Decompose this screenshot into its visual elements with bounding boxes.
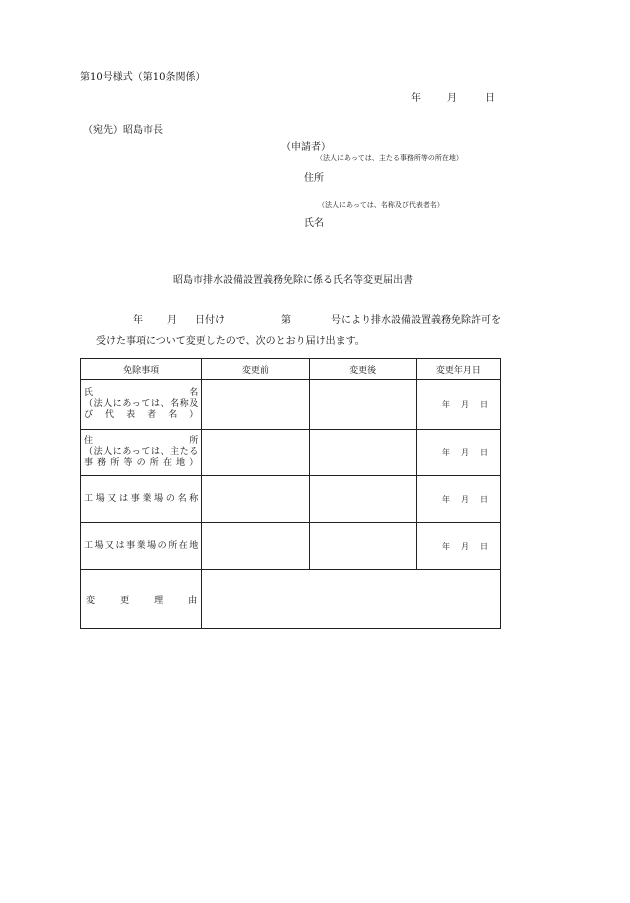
body-rest: 号により排水設備設置義務免除許可を — [331, 315, 501, 326]
ymd-day: 日 — [480, 448, 488, 457]
ymd-year: 年 — [442, 400, 450, 409]
row-facility-name-label: 工場又は事業場の名称 — [84, 493, 199, 504]
row-name-label-cell — [81, 380, 202, 430]
ymd-month: 月 — [461, 448, 469, 457]
row-reason-label-cell — [81, 570, 202, 629]
row-address-note: （法人にあっては、主たる事務所等の所在地） — [84, 447, 199, 468]
facility-location-after-cell[interactable] — [309, 523, 416, 570]
header-item: 免除事項 — [81, 359, 202, 380]
ymd-year: 年 — [442, 541, 450, 551]
form-number: 第10号様式（第10条関係） — [80, 72, 206, 83]
ymd-month: 月 — [461, 494, 469, 504]
document-title: 昭島市排水設備設置義務免除に係る氏名等変更届出書 — [173, 275, 413, 286]
applicant-address-note: （法人にあっては、主たる事務所等の所在地） — [316, 154, 463, 162]
applicant-label: （申請者） — [281, 142, 331, 153]
facility-location-before-cell[interactable] — [202, 523, 309, 570]
ymd-day: 日 — [480, 494, 488, 504]
row-reason-label: 変 更 理 由 — [86, 595, 198, 606]
address-date-cell[interactable] — [416, 430, 500, 476]
date-line — [411, 89, 495, 104]
facility-name-before-cell[interactable] — [202, 476, 309, 523]
row-facility-location-label-cell — [81, 523, 202, 570]
table-row — [81, 380, 501, 430]
ymd-year: 年 — [442, 448, 450, 457]
row-name-note: （法人にあっては、名称及び代表者名） — [84, 399, 199, 420]
row-facility-name-label-cell — [81, 476, 202, 523]
ymd-day: 日 — [480, 400, 488, 409]
facility-name-date-cell[interactable] — [416, 476, 500, 523]
ymd-month: 月 — [461, 541, 469, 551]
change-table — [80, 358, 501, 629]
body-dai: 第 — [281, 315, 291, 326]
body-line-2: 受けた事項について変更したので、次のとおり届け出ます。 — [96, 336, 365, 347]
row-address-label-cell — [81, 430, 202, 476]
row-name-label: 氏名 — [84, 388, 199, 398]
body-year: 年 — [133, 315, 143, 326]
ymd-day: 日 — [480, 541, 488, 551]
date-day: 日 — [485, 93, 495, 104]
name-date-cell[interactable] — [416, 380, 500, 430]
header-after: 変更後 — [309, 359, 416, 380]
body-month: 月 — [167, 315, 177, 326]
table-row — [81, 476, 501, 523]
facility-location-date-cell[interactable] — [416, 523, 500, 570]
row-address-label: 住所 — [84, 436, 199, 446]
date-year: 年 — [411, 93, 421, 104]
facility-name-after-cell[interactable] — [309, 476, 416, 523]
body-dated: 日付け — [195, 315, 225, 326]
name-after-cell[interactable] — [309, 380, 416, 430]
table-row — [81, 570, 501, 629]
table-header-row — [81, 359, 501, 380]
table-row — [81, 523, 501, 570]
body-line-1 — [133, 311, 501, 326]
address-after-cell[interactable] — [309, 430, 416, 476]
applicant-address-label: 住所 — [304, 173, 324, 184]
address-before-cell[interactable] — [202, 430, 309, 476]
header-before: 変更前 — [202, 359, 309, 380]
applicant-name-label: 氏名 — [304, 218, 324, 229]
addressee: （宛先）昭島市長 — [83, 125, 163, 136]
ymd-year: 年 — [442, 494, 450, 504]
ymd-month: 月 — [461, 400, 469, 409]
table-row — [81, 430, 501, 476]
applicant-name-note: （法人にあっては、名称及び代表者名） — [318, 201, 444, 209]
date-month: 月 — [447, 93, 457, 104]
name-before-cell[interactable] — [202, 380, 309, 430]
header-date: 変更年月日 — [416, 359, 500, 380]
reason-input-cell[interactable] — [202, 570, 501, 629]
row-facility-location-label: 工場又は事業場の所在地 — [84, 540, 199, 551]
